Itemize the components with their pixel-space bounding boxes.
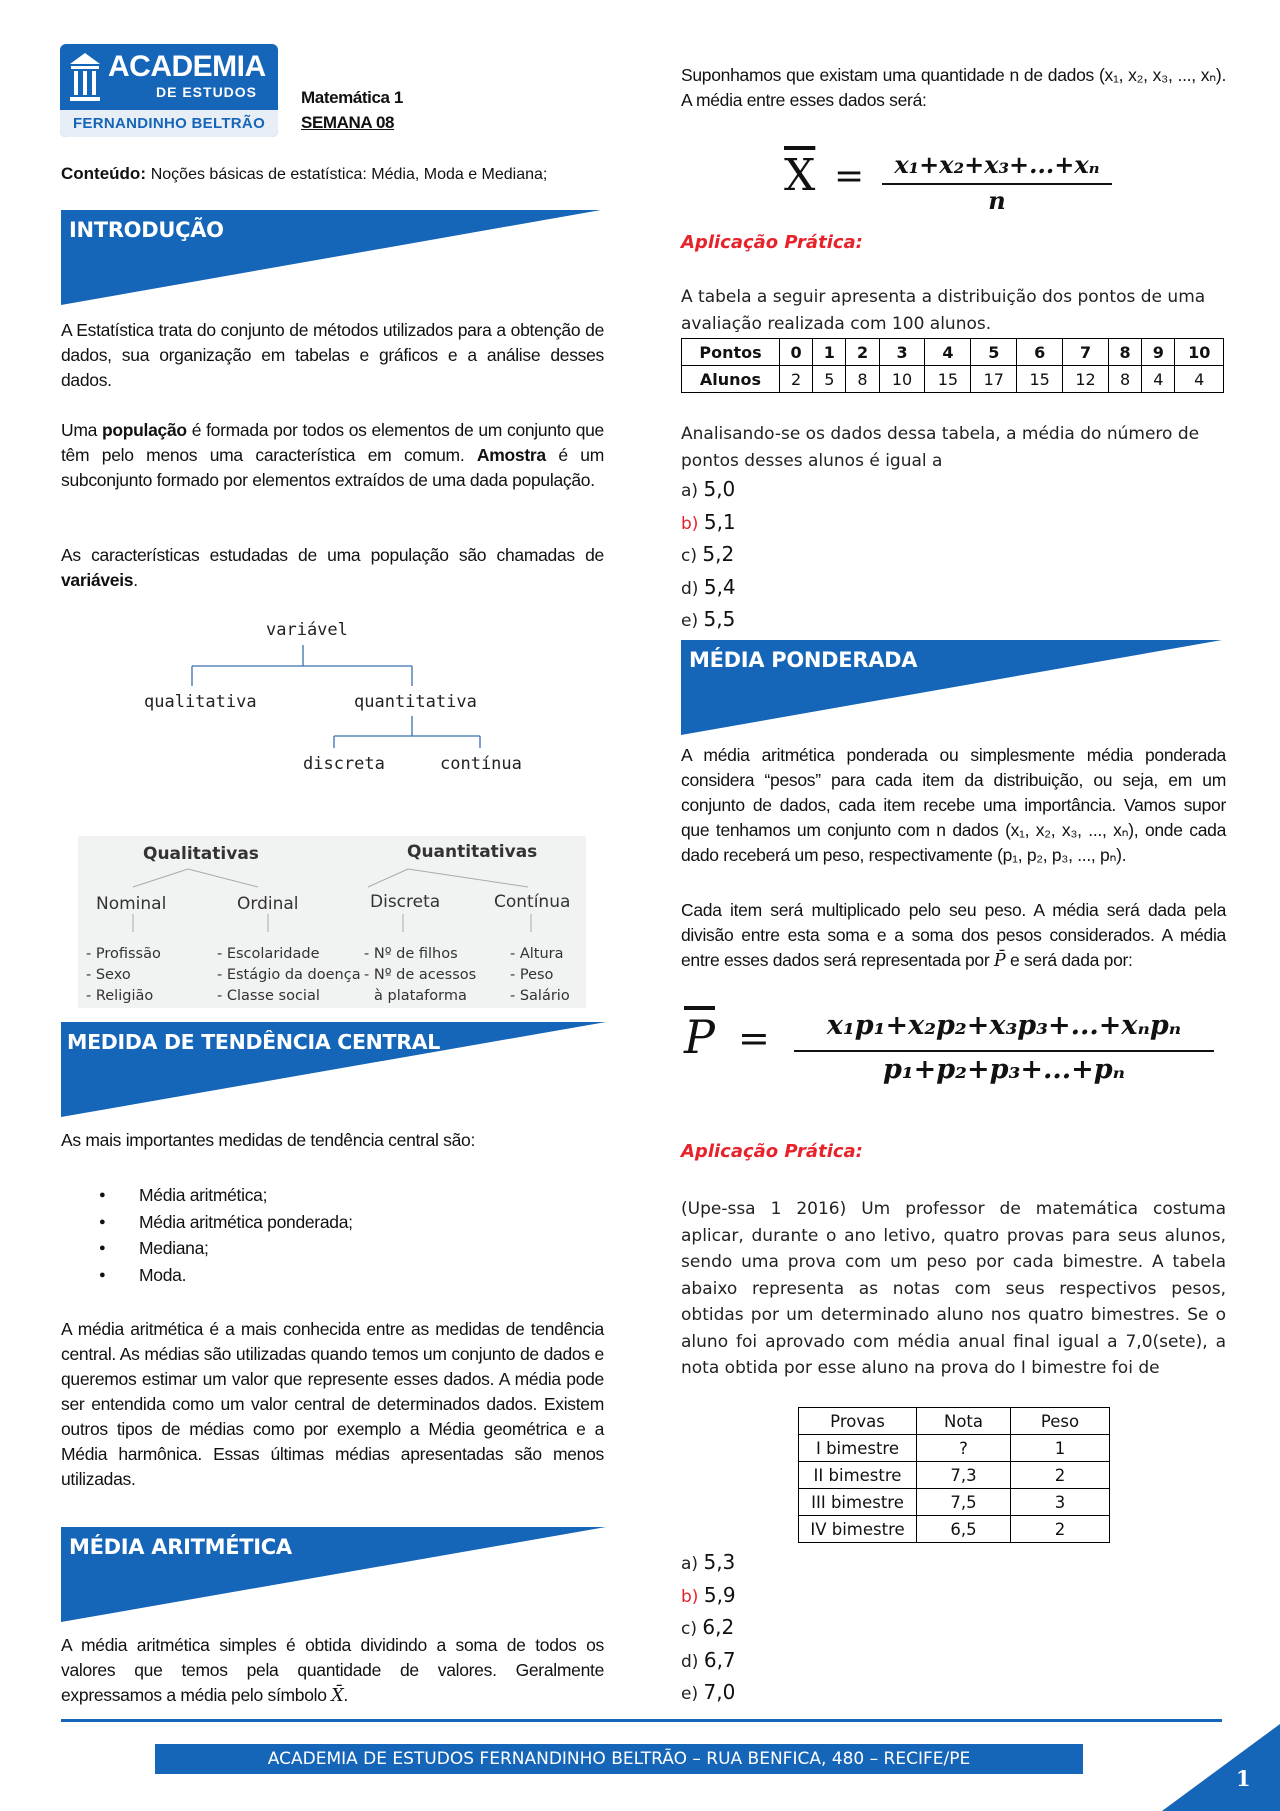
formula-denominator: n [988,186,1006,215]
option-letter: d) [681,1651,699,1672]
mean-formula [782,150,1132,220]
option-value: 5,9 [703,1582,736,1607]
tree-lines [0,0,640,800]
table-cell: 5 [971,339,1017,366]
fig-nominal: Nominal [96,894,167,914]
list-item: - Salário [510,988,570,1004]
table-cell: 7 [1063,339,1109,366]
option-a[interactable] [681,1547,736,1580]
logo-subtitle: DE ESTUDOS [156,84,258,100]
table-cell: 15 [1017,366,1063,393]
tree-continua: contínua [440,754,522,774]
fig-ordinal-list [217,944,361,1007]
term-populacao: população [102,420,187,440]
central-banner [61,1022,606,1117]
option-d[interactable] [681,1645,736,1678]
option-letter: d) [681,578,699,599]
list-item: - Estágio da doença [217,967,361,983]
ponderada-p1: A média aritmética ponderada ou simplesmente média ponderada considera “pesos” para cada item da distribuição, ou seja, em um conjunto de dados, cada item recebe uma importância. Vamos supor que tenhamos um conjunto com n dados (x₁, x₂, x₃, ..., xₙ), onde cada dado receberá um peso, respectivamente (p₁, p₂, p₃, ..., pₙ). [681,745,1226,865]
formula-denominator: p₁+p₂+p₃+...+pₙ [882,1054,1126,1085]
table-cell: 6,5 [917,1516,1011,1543]
table-row [682,339,1224,366]
table-row [799,1516,1110,1543]
option-value: 7,0 [703,1680,736,1704]
content-text: Noções básicas de estatística: Média, Moda e Mediana; [150,166,548,183]
t: . [133,570,138,590]
aritmetica-banner [61,1527,606,1622]
fig-continua-list [510,944,570,1007]
list-item: à plataforma [374,988,467,1004]
tree-discreta: discreta [303,754,385,774]
table-cell: 4 [1142,366,1175,393]
list-item: - Nº de acessos [364,967,477,983]
table-cell: 3 [879,339,925,366]
term-amostra: Amostra [476,445,546,465]
option-letter: b) [681,1586,699,1607]
formula-numerator: x₁+x₂+x₃+...+xₙ [894,150,1100,179]
table-cell: 3 [1011,1489,1110,1516]
option-a[interactable] [681,474,736,507]
list-item: - Classe social [217,988,320,1004]
question2-options [681,1547,736,1710]
option-c[interactable] [681,539,736,572]
option-c[interactable] [681,1612,736,1645]
option-letter: e) [681,611,699,631]
table-cell: III bimestre [799,1489,917,1516]
list-item: - Religião [86,988,154,1004]
app2-heading: Aplicação Prática: [681,1141,863,1162]
aritmetica-title: MÉDIA ARITMÉTICA [69,1535,292,1559]
question2-text: (Upe-ssa 1 2016) Um professor de matemática costuma aplicar, durante o ano letivo, quatro provas para seus alunos, sendo uma prova com um peso por cada bimestre. A tabela abaixo representa as notas com seus respectivos pesos, obtidas por um determinado aluno nos quatro bimestres. Se o aluno foi aprovado com média anual final igual a 7,0(sete), a nota obtida por esse aluno na prova do I bimestre foi de [681,1199,1226,1378]
table-cell: IV bimestre [799,1516,917,1543]
logo-name: FERNANDINHO BELTRÃO [60,110,278,137]
page-number: 1 [1236,1766,1251,1791]
ponderada-banner [681,640,1222,735]
table-cell: ? [917,1435,1011,1462]
table-cell: I bimestre [799,1435,917,1462]
term-variaveis: variáveis [61,570,134,590]
question1-prompt: Analisando-se os dados dessa tabela, a média do número de pontos desses alunos é igual a [681,424,1200,471]
option-e[interactable] [681,1677,736,1710]
option-value: 5,1 [703,509,736,534]
weighted-symbol: P̄ [993,951,1006,971]
table-cell: II bimestre [799,1462,917,1489]
right-intro: Suponhamos que existam uma quantidade n de dados (x₁, x₂, x₃, ..., xₙ). A média entre esses dados será: [681,65,1226,110]
table-cell: Provas [799,1408,917,1435]
table-row [799,1408,1110,1435]
table-cell: 2 [1011,1462,1110,1489]
table-cell: 8 [1108,366,1141,393]
table-cell: 10 [1175,339,1224,366]
fig-continua: Contínua [494,892,571,912]
fig-nominal-list [86,944,161,1007]
option-value: 5,3 [703,1550,736,1574]
intro-p1: A Estatística trata do conjunto de métodos utilizados para a obtenção de dados, sua organização em tabelas e gráficos e a análise desses dados. [61,320,604,390]
option-value: 5,2 [702,542,735,566]
table-cell: 2 [1011,1516,1110,1543]
list-item: - Profissão [86,946,161,962]
tree-quantitativa: quantitativa [354,692,477,712]
option-e[interactable] [681,604,736,637]
question1-options [681,474,736,637]
option-letter: a) [681,481,699,501]
option-value: 6,7 [703,1647,736,1672]
table-cell: 2 [780,366,813,393]
aritmetica-paragraph [61,1633,604,1709]
option-letter: c) [681,1619,697,1639]
formula-lhs: $\overline{X}$ [784,150,816,201]
tree-qualitativa: qualitativa [144,692,257,712]
logo-title: ACADEMIA [108,50,266,83]
t: As características estudadas de uma população são chamadas de [61,545,604,565]
t: é formada por todos os elementos de um conjunto que têm pelo menos uma característica em comum. [61,420,604,465]
table-cell: Peso [1011,1408,1110,1435]
table-row [799,1489,1110,1516]
list-item: ● Moda. [61,1262,604,1289]
table-cell: 12 [1063,366,1109,393]
table-cell: 6 [1017,339,1063,366]
fraction-bar [882,183,1112,185]
fraction-bar [794,1050,1214,1052]
t: e será dada por: [1005,950,1133,970]
list-item: ● Mediana; [61,1235,604,1262]
table-cell: Alunos [682,366,780,393]
formula-numerator: x₁p₁+x₂p₂+x₃p₃+...+xₙpₙ [826,1010,1182,1041]
table-cell: 1 [813,339,846,366]
t: . [343,1685,348,1705]
points-table [681,338,1224,393]
footer-banner: ACADEMIA DE ESTUDOS FERNANDINHO BELTRÃO – RUA BENFICA, 480 – RECIFE/PE [155,1744,1083,1774]
list-item: - Peso [510,967,554,983]
central-lead: As mais importantes medidas de tendência central são: [61,1130,476,1150]
tree-root: variável [266,620,348,640]
table-row [682,366,1224,393]
option-value: 5,4 [703,574,736,599]
table-cell: 10 [879,366,925,393]
ponderada-title: MÉDIA PONDERADA [689,648,918,672]
table-cell: Pontos [682,339,780,366]
table-cell: Nota [917,1408,1011,1435]
central-list [61,1182,604,1288]
formula-equals: = [834,156,865,197]
variable-types-figure [78,836,586,1008]
content-label: Conteúdo: [61,164,146,183]
list-item: ● Média aritmética ponderada; [61,1209,604,1236]
option-letter: e) [681,1684,699,1704]
t: Cada item será multiplicado pelo seu peso. A média será dada pela divisão entre esta soma e a soma dos pesos considerados. A média entre esses dados será representada por [681,900,1226,970]
fig-qualitativas: Qualitativas [143,844,259,864]
list-item: - Altura [510,946,564,962]
central-paragraph: A média aritmética é a mais conhecida entre as medidas de tendência central. As médias são utilizadas quando temos um conjunto de dados e queremos estimar um valor que represente esses dados. A média pode ser entendida como um valor central de determinados dados. Existem outros tipos de médias como por exemplo a Média geométrica e a Média harmônica. Essas últimas médias apresentadas são menos utilizadas. [61,1319,604,1489]
mean-symbol: X̄ [331,1686,344,1706]
footer-rule [61,1719,1222,1722]
table-cell: 1 [1011,1435,1110,1462]
fig-ordinal: Ordinal [237,894,299,914]
option-value: 5,0 [703,477,736,501]
question1-text: A tabela a seguir apresenta a distribuição dos pontos de uma avaliação realizada com 100 alunos. [681,287,1206,334]
intro-title: INTRODUÇÃO [69,218,224,242]
table-row [799,1435,1110,1462]
app1-heading: Aplicação Prática: [681,232,863,253]
table-cell: 15 [925,366,971,393]
subject-label: Matemática 1 [301,88,403,107]
table-cell: 8 [846,366,879,393]
table-cell: 17 [971,366,1017,393]
week-label: SEMANA 08 [301,113,395,132]
fig-discreta: Discreta [370,892,441,912]
option-value: 5,5 [703,607,736,631]
list-item: - Sexo [86,967,131,983]
ponderada-p2 [681,898,1226,974]
central-title: MEDIDA DE TENDÊNCIA CENTRAL [67,1030,441,1054]
list-item: ● Média aritmética; [61,1182,604,1209]
table-cell: 2 [846,339,879,366]
fig-discreta-list [364,944,476,1007]
table-cell: 7,5 [917,1489,1011,1516]
option-letter: c) [681,546,697,566]
table-cell: 4 [925,339,971,366]
t: A média aritmética simples é obtida dividindo a soma de todos os valores que temos pela quantidade de valores. Geralmente expressamos a média pelo símbolo [61,1635,604,1705]
option-letter: b) [681,513,699,534]
option-d[interactable] [681,572,736,605]
table-cell: 8 [1108,339,1141,366]
option-b[interactable] [681,1580,736,1613]
weighted-formula [684,1010,1224,1090]
formula-lhs: $\overline{P}$ [684,1010,715,1064]
table-cell: 4 [1175,366,1224,393]
table-cell: 0 [780,339,813,366]
grades-table [798,1407,1110,1543]
option-letter: a) [681,1554,699,1574]
formula-equals: = [738,1016,770,1060]
table-cell: 7,3 [917,1462,1011,1489]
fig-quantitativas: Quantitativas [407,842,538,862]
list-item: - Escolaridade [217,946,320,962]
table-cell: 9 [1142,339,1175,366]
list-item: - Nº de filhos [364,946,458,962]
table-cell: 5 [813,366,846,393]
t: Uma [61,420,102,440]
t: é um subconjunto formado por elementos extraídos de uma dada população. [61,445,604,490]
option-value: 6,2 [702,1615,735,1639]
table-row [799,1462,1110,1489]
page-corner [1162,1724,1280,1811]
option-b[interactable] [681,507,736,540]
